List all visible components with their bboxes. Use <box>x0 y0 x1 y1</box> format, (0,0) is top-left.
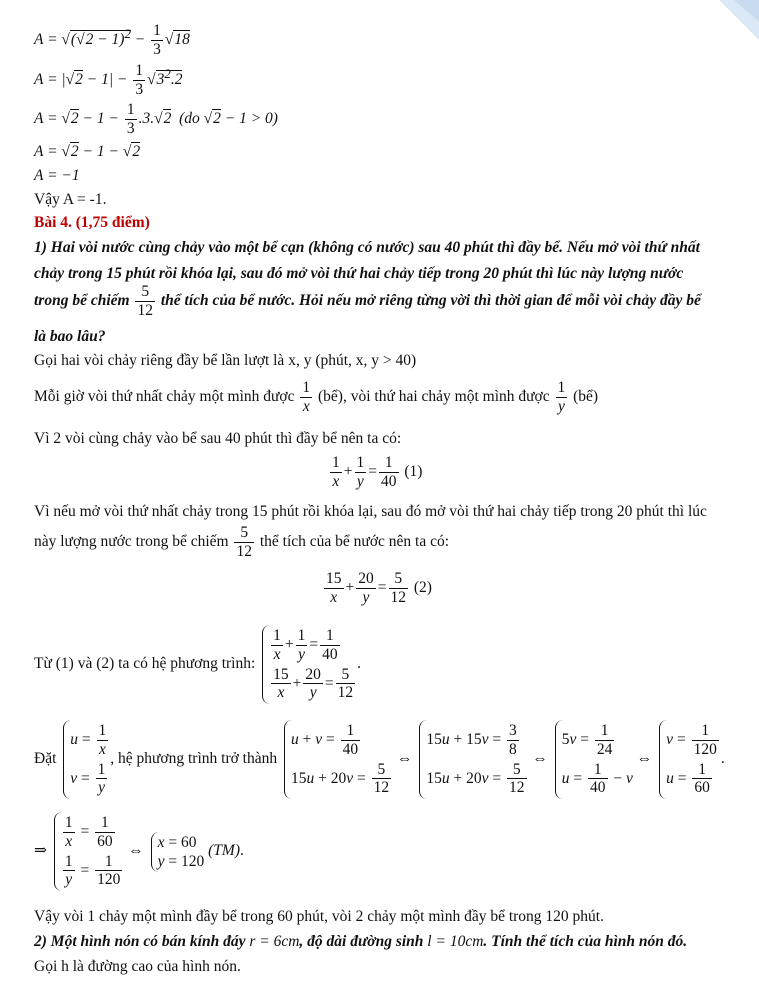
equation-a1: $A = √(√2 - 1)^2$ − $\frac{1}{3}$ √18 <box>34 22 190 58</box>
question1-line4: là bao lâu? <box>34 328 106 345</box>
corner-decoration <box>699 0 759 40</box>
solution-line1: Gọi hai vòi chảy riêng đầy bể lần lượt là x, y (phút, x, y > 40) <box>34 352 417 369</box>
equation-a1-text: A <box>200 22 201 23</box>
last-line: Gọi h là đường cao của hình nón. <box>34 958 241 975</box>
solution-line5: này lượng nước trong bể chiếm $\frac{5}{12}$ thể tích của bể nước nên ta có: <box>34 524 450 560</box>
solution-line2: Mỗi giờ vòi thứ nhất chảy một mình được $\frac{1}{x}$ (bể), vòi thứ hai chảy một mình được $\frac{1}{y}$ (bể) <box>34 379 599 415</box>
question1-line2: chảy trong 15 phút rồi khóa lại, sau đó mở vòi thứ hai chảy tiếp trong 20 phút thì lúc này lượng nước <box>34 265 684 282</box>
equation-2: $\frac{15}{x}$ + $\frac{20}{y}$ = $\frac{5}{12}$ (2) <box>326 570 432 606</box>
equation-a5: A = −1 <box>34 167 80 184</box>
conclusion-line: Vậy vòi 1 chảy một mình đầy bể trong 60 phút, vòi 2 chảy một mình đầy bể trong 120 phút. <box>34 908 604 925</box>
substitution-line: Đặt u = $\frac{1}{x}$ v = $\frac{1}{y}$ , hệ phương trình trở thành u + v = $\frac{1}{40}$ 15u + 20v = $\frac{5}{12}$ ⇔ 15u + 15v = $\frac{3}{8}$ 15u + 20v = $\frac{5}{12}$ ⇔ 5v = $\frac{1}{24}$ u = $\frac{1}{40}$ − v ⇔ v = $\frac{1}{120}$ u = $\frac{1}{60}$ . <box>34 720 725 799</box>
equation-a2-text: A <box>200 62 201 63</box>
equation-a5-text: A <box>200 167 201 168</box>
conclusion-a: Vậy A = -1. <box>34 191 107 208</box>
solution-system-line: ⇒ $\frac{1}{x}$ = $\frac{1}{60}$ $\frac{1}{y}$ = $\frac{1}{120}$ ⇔ x = 60 y = 120 (TM). <box>34 812 244 891</box>
question2-line: 2) Một hình nón có bán kính đáy r = 6cm, độ dài đường sinh l = 10cm. Tính thể tích của hình nón đó. <box>34 933 688 950</box>
equation-a4-text: A <box>200 143 201 144</box>
solution-line4: Vì nếu mở vòi thứ nhất chảy trong 15 phút rồi khóa lại, sau đó mở vòi thứ hai chảy tiếp trong 20 phút thì lúc <box>34 503 707 520</box>
equation-a4: A = √2 − 1 − √2 <box>34 143 141 160</box>
equation-a3: A = √2 − 1 − $\frac{1}{3}$ .3.√2 (do √2 − 1 > 0) <box>34 101 278 137</box>
system-line: Từ (1) và (2) ta có hệ phương trình: $\frac{1}{x}$ + $\frac{1}{y}$ = $\frac{1}{40}$ $\frac{15}{x}$ + $\frac{20}{y}$ = $\frac{5}{12}$ . <box>34 625 361 704</box>
equation-a3-text: A <box>300 101 301 102</box>
equation-1: $\frac{1}{x}$ + $\frac{1}{y}$ = $\frac{1}{40}$ (1) <box>332 454 423 490</box>
equation-a2: A = |√2 − 1| − $\frac{1}{3}$ $√3^2.2$ <box>34 62 183 98</box>
question1-line3: trong bể chiếm $\frac{5}{12}$ thể tích của bể nước. Hỏi nếu mở riêng từng vời thì thời gian để mỗi vòi chảy đầy bể <box>34 283 701 319</box>
solution-line3: Vì 2 vòi cùng chảy vào bể sau 40 phút thì đầy bể nên ta có: <box>34 430 402 447</box>
bai4-heading: Bài 4. (1,75 điểm) <box>34 214 150 231</box>
question1-line1: 1) Hai vòi nước cùng chảy vào một bể cạn (không có nước) sau 40 phút thì đầy bể. Nếu mở vòi thứ nhất <box>34 239 700 256</box>
